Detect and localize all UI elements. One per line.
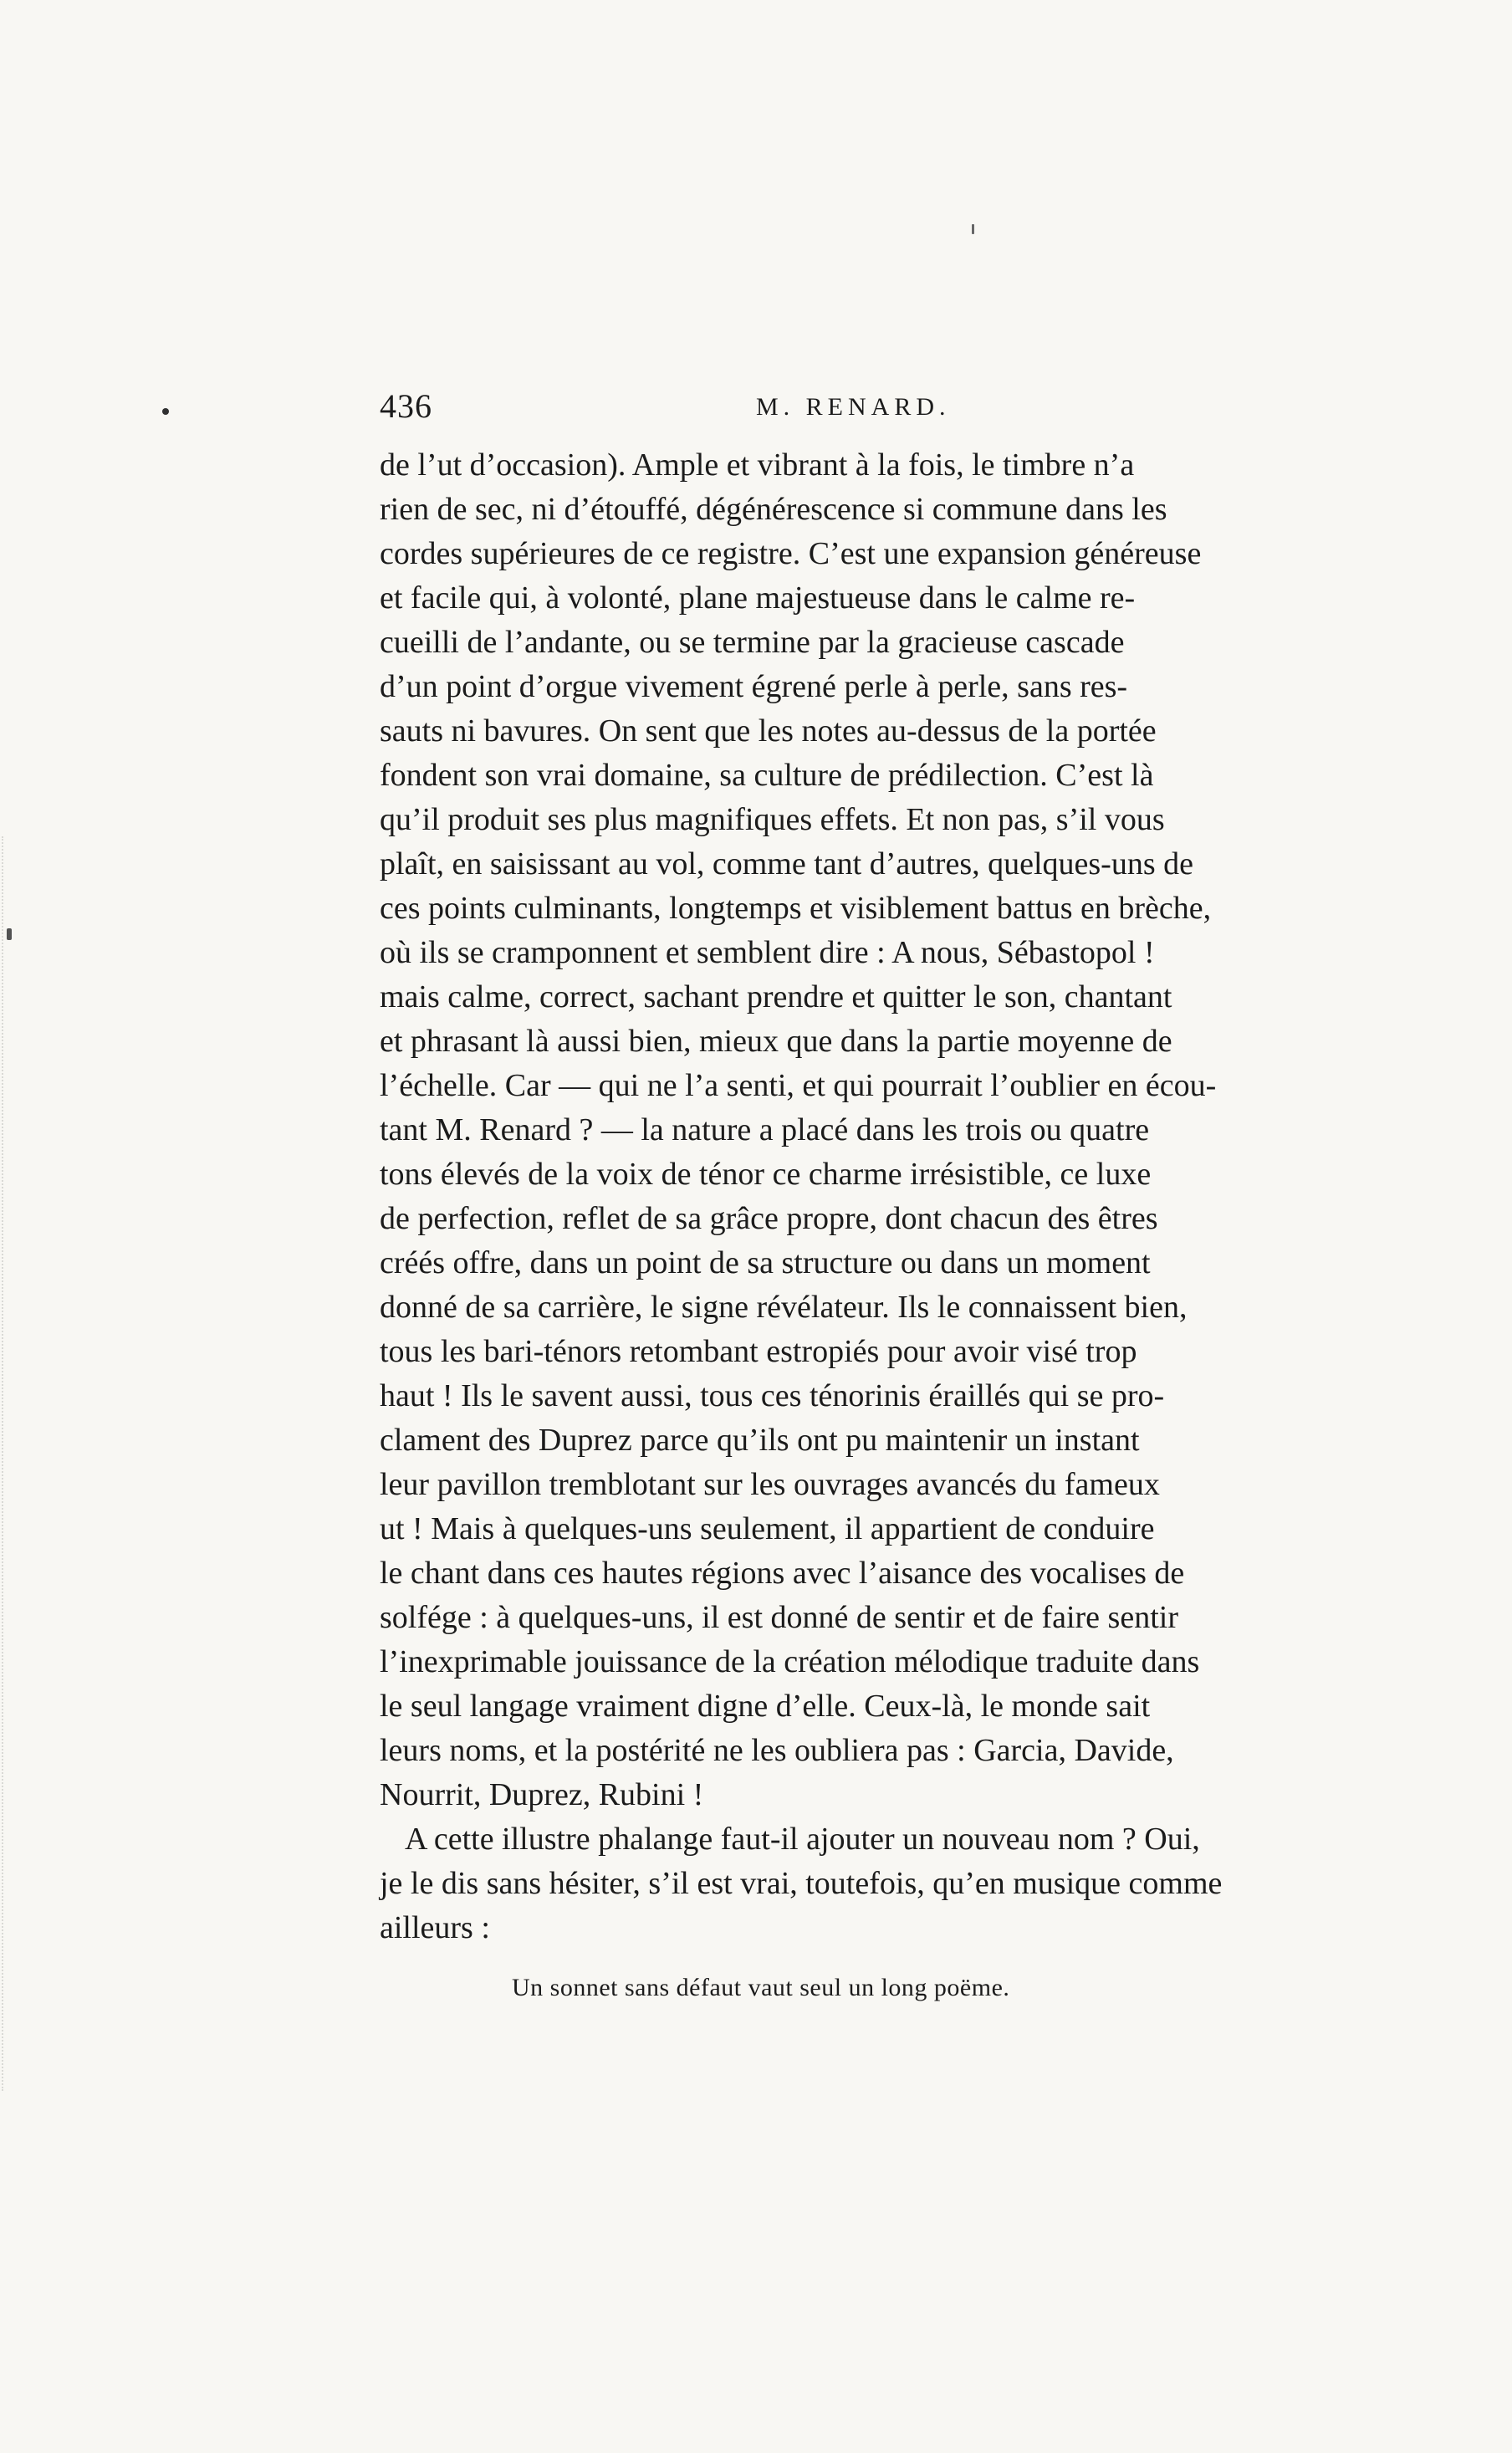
body-line: ces points culminants, longtemps et visiblement battus en brèche, [380, 891, 1212, 926]
body-line: Nourrit, Duprez, Rubini ! [380, 1777, 704, 1812]
body-line: A cette illustre phalange faut-il ajouter un nouveau nom ? Oui, [405, 1822, 1200, 1857]
running-title: M. RENARD. [756, 393, 951, 421]
body-line: tons élevés de la voix de ténor ce charme irrésistible, ce luxe [380, 1157, 1152, 1192]
body-line: l’inexprimable jouissance de la création mélodique traduite dans [380, 1644, 1200, 1679]
body-line: sauts ni bavures. On sent que les notes au-dessus de la portée [380, 713, 1157, 749]
body-line: d’un point d’orgue vivement égrené perle à perle, sans res- [380, 669, 1128, 704]
body-line: rien de sec, ni d’étouffé, dégénérescence si commune dans les [380, 492, 1167, 527]
body-line: cueilli de l’andante, ou se termine par la gracieuse cascade [380, 625, 1125, 660]
body-line: clament des Duprez parce qu’ils ont pu maintenir un instant [380, 1423, 1140, 1458]
body-line: leur pavillon tremblotant sur les ouvrages avancés du fameux [380, 1467, 1160, 1502]
body-line: l’échelle. Car — qui ne l’a senti, et qui pourrait l’oublier en écou- [380, 1068, 1217, 1103]
body-line: donné de sa carrière, le signe révélateur. Ils le connaissent bien, [380, 1290, 1188, 1325]
body-line: ailleurs : [380, 1910, 490, 1945]
margin-mark [7, 928, 12, 940]
body-line: le chant dans ces hautes régions avec l’aisance des vocalises de [380, 1556, 1185, 1591]
body-line: fondent son vrai domaine, sa culture de prédilection. C’est là [380, 758, 1154, 793]
body-line: leurs noms, et la postérité ne les oubliera pas : Garcia, Davide, [380, 1733, 1174, 1768]
margin-mark [972, 224, 974, 234]
body-line: je le dis sans hésiter, s’il est vrai, toutefois, qu’en musique comme [380, 1866, 1223, 1901]
page-header [380, 386, 1283, 437]
body-line: plaît, en saisissant au vol, comme tant d’autres, quelques-uns de [380, 846, 1193, 882]
margin-dot [162, 408, 169, 415]
body-line: haut ! Ils le savent aussi, tous ces ténorinis éraillés qui se pro- [380, 1378, 1165, 1413]
body-line: le seul langage vraiment digne d’elle. Ceux-là, le monde sait [380, 1689, 1151, 1724]
body-line: et facile qui, à volonté, plane majestueuse dans le calme re- [380, 580, 1136, 616]
body-line: cordes supérieures de ce registre. C’est une expansion généreuse [380, 536, 1202, 571]
body-line: et phrasant là aussi bien, mieux que dans la partie moyenne de [380, 1024, 1172, 1059]
page-number: 436 [380, 387, 432, 425]
body-line: tous les bari-ténors retombant estropiés pour avoir visé trop [380, 1334, 1137, 1369]
body-line: de l’ut d’occasion). Ample et vibrant à la fois, le timbre n’a [380, 447, 1135, 483]
body-line: créés offre, dans un point de sa structure ou dans un moment [380, 1245, 1151, 1280]
body-line: solfége : à quelques-uns, il est donné de sentir et de faire sentir [380, 1600, 1178, 1635]
scan-edge-noise [2, 836, 13, 2091]
body-line: tant M. Renard ? — la nature a placé dans les trois ou quatre [380, 1112, 1150, 1147]
body-line: de perfection, reflet de sa grâce propre, dont chacun des êtres [380, 1201, 1158, 1236]
body-line: où ils se cramponnent et semblent dire : A nous, Sébastopol ! [380, 935, 1155, 970]
body-line: mais calme, correct, sachant prendre et quitter le son, chantant [380, 979, 1172, 1014]
quoted-verse: Un sonnet sans défaut vaut seul un long poëme. [512, 1974, 1010, 2001]
body-line: qu’il produit ses plus magnifiques effets. Et non pas, s’il vous [380, 802, 1165, 837]
body-line: ut ! Mais à quelques-uns seulement, il appartient de conduire [380, 1511, 1155, 1546]
